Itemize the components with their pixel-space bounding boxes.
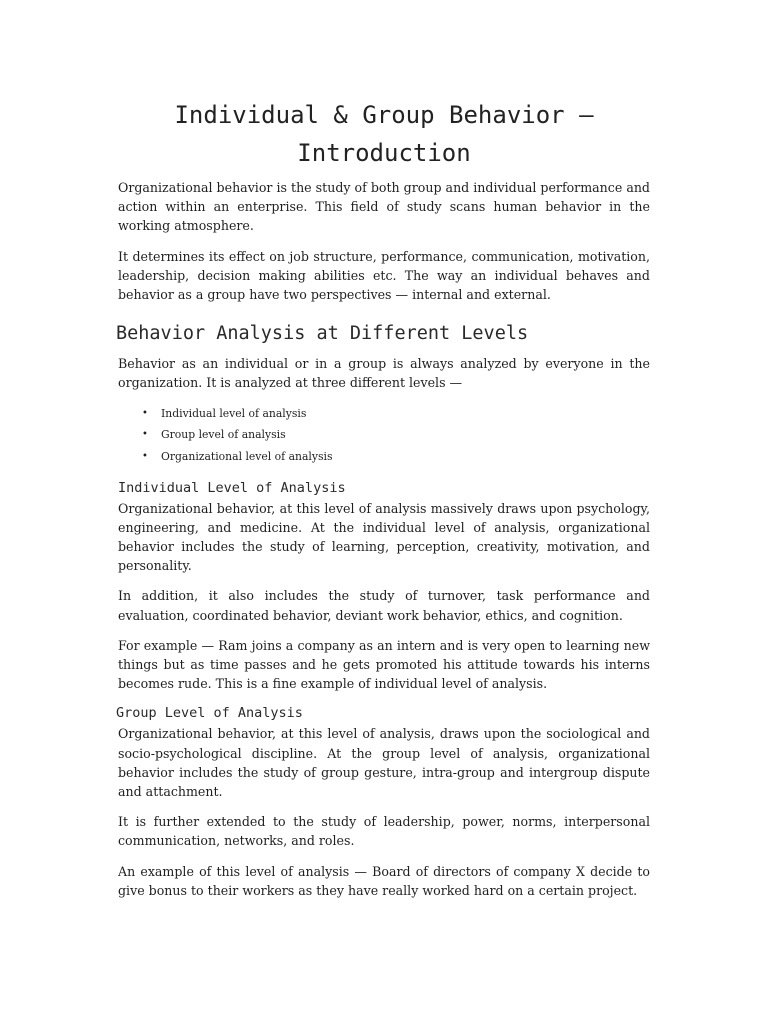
group-level-heading: Group Level of Analysis [116, 705, 303, 722]
list-item [118, 404, 650, 424]
list-item-label: Individual level of analysis [161, 406, 307, 420]
list-item-label: Organizational level of analysis [161, 449, 333, 463]
intro-paragraph-1: Organizational behavior is the study of both group and individual performance and action within an enterprise. This field of study scans human behavior in the working atmosphere. [118, 180, 650, 234]
bullet-icon: • [142, 407, 148, 419]
section-intro-paragraph: Behavior as an individual or in a group is always analyzed by everyone in the organization. It is analyzed at three different levels — [118, 356, 650, 391]
levels-list [118, 404, 650, 467]
title-line-2: Introduction [297, 139, 471, 167]
list-item [118, 425, 650, 445]
group-paragraph-1: Organizational behavior, at this level of analysis, draws upon the sociological and socio-psychological discipline. At the group level of analysis, organizational behavior includes the study of group gesture, intra-group and intergroup dispute and attachment. [118, 726, 650, 800]
list-item-label: Group level of analysis [161, 428, 286, 442]
individual-paragraph-2: In addition, it also includes the study of turnover, task performance and evaluation, coordinated behavior, deviant work behavior, ethics, and cognition. [118, 588, 650, 623]
bullet-icon: • [142, 450, 148, 462]
bullet-icon: • [142, 429, 148, 441]
section-heading: Behavior Analysis at Different Levels [116, 323, 529, 345]
individual-level-heading: Individual Level of Analysis [118, 479, 346, 496]
group-paragraph-3: An example of this level of analysis — Board of directors of company X decide to give bonus to their workers as they have really worked hard on a certain project. [118, 863, 650, 898]
intro-paragraph-2: It determines its effect on job structure, performance, communication, motivation, leadership, decision making abilities etc. The way an individual behaves and behavior as a group have two perspectives — internal and external. [118, 248, 650, 303]
group-paragraph-2: It is further extended to the study of leadership, power, norms, interpersonal communication, networks, and roles. [118, 814, 650, 849]
document-page [118, 96, 650, 911]
document-title [118, 96, 650, 172]
individual-paragraph-3: For example — Ram joins a company as an intern and is very open to learning new things but as time passes and he gets promoted his attitude towards his interns becomes rude. This is a fine example of individual level of analysis. [118, 637, 650, 692]
list-item [118, 447, 650, 467]
individual-paragraph-1: Organizational behavior, at this level of analysis massively draws upon psychology, engineering, and medicine. At the individual level of analysis, organizational behavior includes the study of learning, perception, creativity, motivation, and personality. [118, 500, 650, 574]
title-line-1: Individual & Group Behavior – [174, 101, 594, 129]
